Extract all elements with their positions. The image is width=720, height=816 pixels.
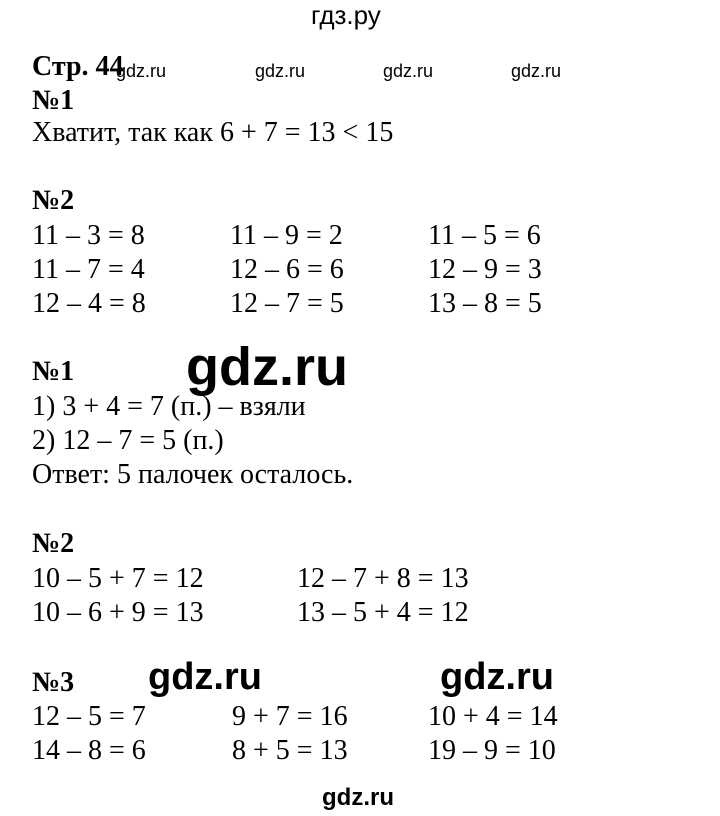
equation: 13 – 8 = 5: [428, 288, 542, 319]
section-heading: №2: [32, 185, 75, 216]
watermark-small-1: gdz.ru: [116, 61, 167, 81]
section-heading: №2: [32, 528, 75, 559]
equation: 12 – 7 = 5: [230, 288, 344, 319]
watermark-small-3: gdz.ru: [383, 61, 434, 81]
equation: 12 – 4 = 8: [32, 288, 146, 319]
equation: 11 – 9 = 2: [230, 220, 343, 251]
equation: 12 – 6 = 6: [230, 254, 344, 285]
answer-line: Хватит, так как 6 + 7 = 13 < 15: [32, 117, 394, 148]
equation: 14 – 8 = 6: [32, 735, 146, 766]
equation: 8 + 5 = 13: [232, 735, 348, 766]
equation: 10 – 5 + 7 = 12: [32, 563, 204, 594]
site-watermark-header: гдз.ру: [311, 0, 381, 30]
watermark-small-4: gdz.ru: [511, 61, 562, 81]
solution-line: 1) 3 + 4 = 7 (п.) – взяли: [32, 391, 306, 422]
watermark-small-2: gdz.ru: [255, 61, 306, 81]
answer-line: Ответ: 5 палочек осталось.: [32, 459, 354, 490]
watermark-mid-left: gdz.ru: [148, 656, 262, 698]
site-watermark-footer: gdz.ru: [322, 784, 394, 811]
equation: 10 – 6 + 9 = 13: [32, 597, 204, 628]
equation: 11 – 3 = 8: [32, 220, 145, 251]
section-heading: №1: [32, 356, 75, 387]
equation: 10 + 4 = 14: [428, 701, 558, 732]
section-heading: №1: [32, 85, 75, 116]
equation: 12 – 7 + 8 = 13: [297, 563, 469, 594]
equation: 11 – 7 = 4: [32, 254, 145, 285]
section-heading: №3: [32, 667, 75, 698]
solution-line: 2) 12 – 7 = 5 (п.): [32, 425, 224, 456]
equation: 13 – 5 + 4 = 12: [297, 597, 469, 628]
equation: 19 – 9 = 10: [428, 735, 556, 766]
equation: 12 – 5 = 7: [32, 701, 146, 732]
watermark-mid-right: gdz.ru: [440, 656, 554, 698]
equation: 11 – 5 = 6: [428, 220, 541, 251]
page-label: Стр. 44: [32, 51, 124, 82]
equation: 12 – 9 = 3: [428, 254, 542, 285]
watermark-big: gdz.ru: [186, 337, 348, 397]
equation: 9 + 7 = 16: [232, 701, 348, 732]
